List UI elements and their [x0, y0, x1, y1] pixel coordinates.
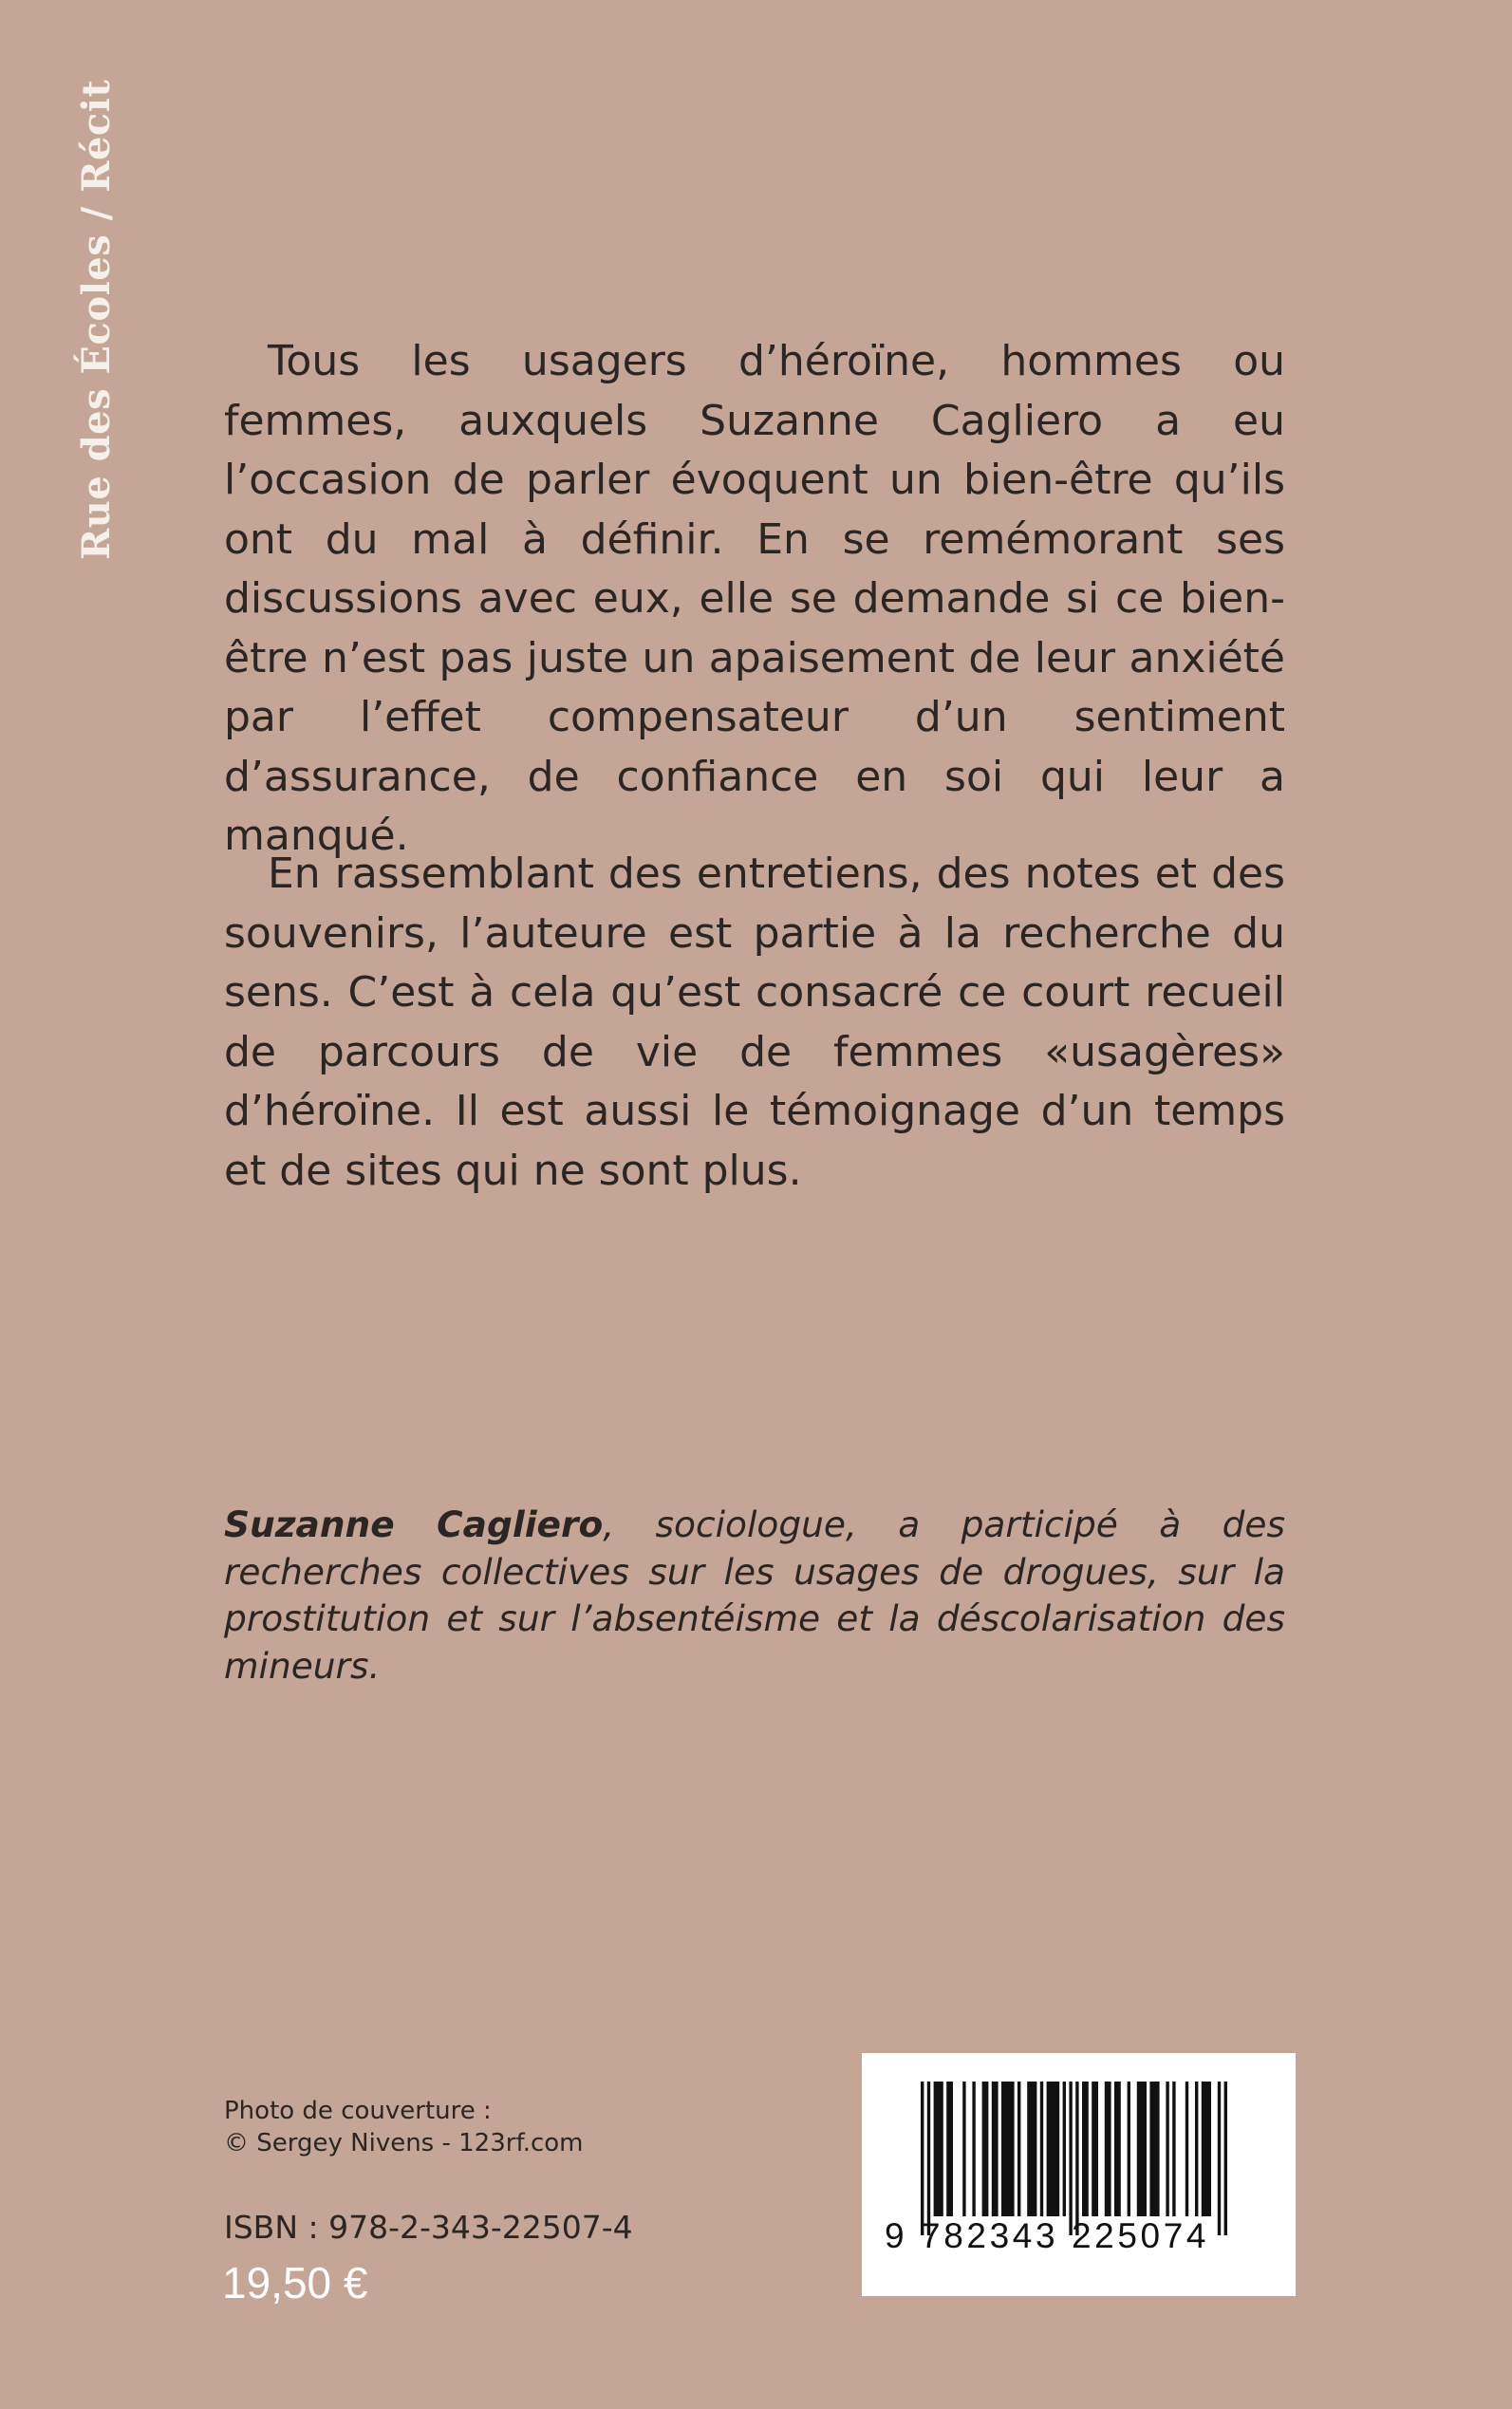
barcode-bar	[1202, 2082, 1211, 2216]
barcode-bar	[1105, 2082, 1111, 2216]
barcode-bar	[1063, 2082, 1066, 2216]
author-bio	[224, 1502, 1285, 1690]
barcode-bar	[1047, 2082, 1060, 2216]
barcode-bar	[1040, 2082, 1043, 2216]
isbn: ISBN : 978-2-343-22507-4	[224, 2209, 633, 2246]
barcode-bar	[1128, 2082, 1130, 2216]
barcode-bar	[992, 2082, 999, 2216]
barcode-bar	[1172, 2082, 1175, 2216]
barcode-bar	[1166, 2082, 1168, 2216]
barcode-bar	[934, 2082, 943, 2216]
barcode-bar	[982, 2082, 989, 2216]
blurb-paragraph-1-block	[224, 332, 1285, 867]
barcode-guard-bar	[921, 2082, 924, 2235]
barcode-bar	[1082, 2082, 1089, 2216]
barcode-digits: 9 782343 225074	[885, 2216, 1210, 2255]
blurb-paragraph-1: Tous les usagers d’héroïne, hommes ou femmes, auxquels Suzanne Cagliero a eu l’occasion de parler évoquent un bien-être qu’ils ont du mal à définir. En se remémorant ses discussions avec eux, elle se demande si ce bien-être n’est pas juste un apaisement de leur anxiété par l’effet compensateur d’un sentiment d’assurance, de confiance en soi qui leur a manqué.	[224, 337, 1285, 860]
barcode-guard-bar	[927, 2082, 930, 2235]
barcode-bar	[1137, 2082, 1147, 2216]
barcode	[862, 2053, 1296, 2296]
blurb-paragraph-2: En rassemblant des entretiens, des notes et des souvenirs, l’auteure est partie à la recherche du sens. C’est à cela qu’est consacré ce court recueil de parcours de vie de femmes «usagères» d’héroïne. Il est aussi le témoignage d’un temps et de sites qui ne sont plus.	[224, 850, 1285, 1195]
barcode-bar	[1027, 2082, 1036, 2216]
author-name: Suzanne Cagliero	[224, 1503, 604, 1545]
barcode-guard-bar	[1224, 2082, 1227, 2235]
price: 19,50 €	[222, 2258, 368, 2307]
barcode-bar	[962, 2082, 965, 2216]
barcode-bar	[1114, 2082, 1121, 2216]
barcode-bar	[1185, 2082, 1188, 2216]
barcode-bars	[862, 2053, 1296, 2296]
barcode-bar	[972, 2082, 975, 2216]
barcode-bar	[946, 2082, 953, 2216]
barcode-bar	[1195, 2082, 1198, 2216]
photo-credit	[224, 2095, 584, 2159]
photo-credit-label: Photo de couverture :	[224, 2097, 492, 2125]
barcode-bar	[1092, 2082, 1098, 2216]
barcode-bar	[1149, 2082, 1159, 2216]
barcode-bar	[1017, 2082, 1020, 2216]
barcode-guard-bar	[1075, 2082, 1078, 2235]
blurb-paragraph-2-block	[224, 845, 1285, 1201]
barcode-guard-bar	[1218, 2082, 1221, 2235]
barcode-guard-bar	[1069, 2082, 1072, 2235]
barcode-bar	[1001, 2082, 1015, 2216]
author-bio-text: , sociologue, a participé à des recherches collectives sur les usages de drogues, sur la prostitution et sur l’absentéisme et la déscolarisation des mineurs.	[224, 1503, 1285, 1687]
series-label: Rue des Écoles / Récit	[74, 79, 119, 560]
photo-credit-source: © Sergey Nivens - 123rf.com	[224, 2129, 584, 2157]
